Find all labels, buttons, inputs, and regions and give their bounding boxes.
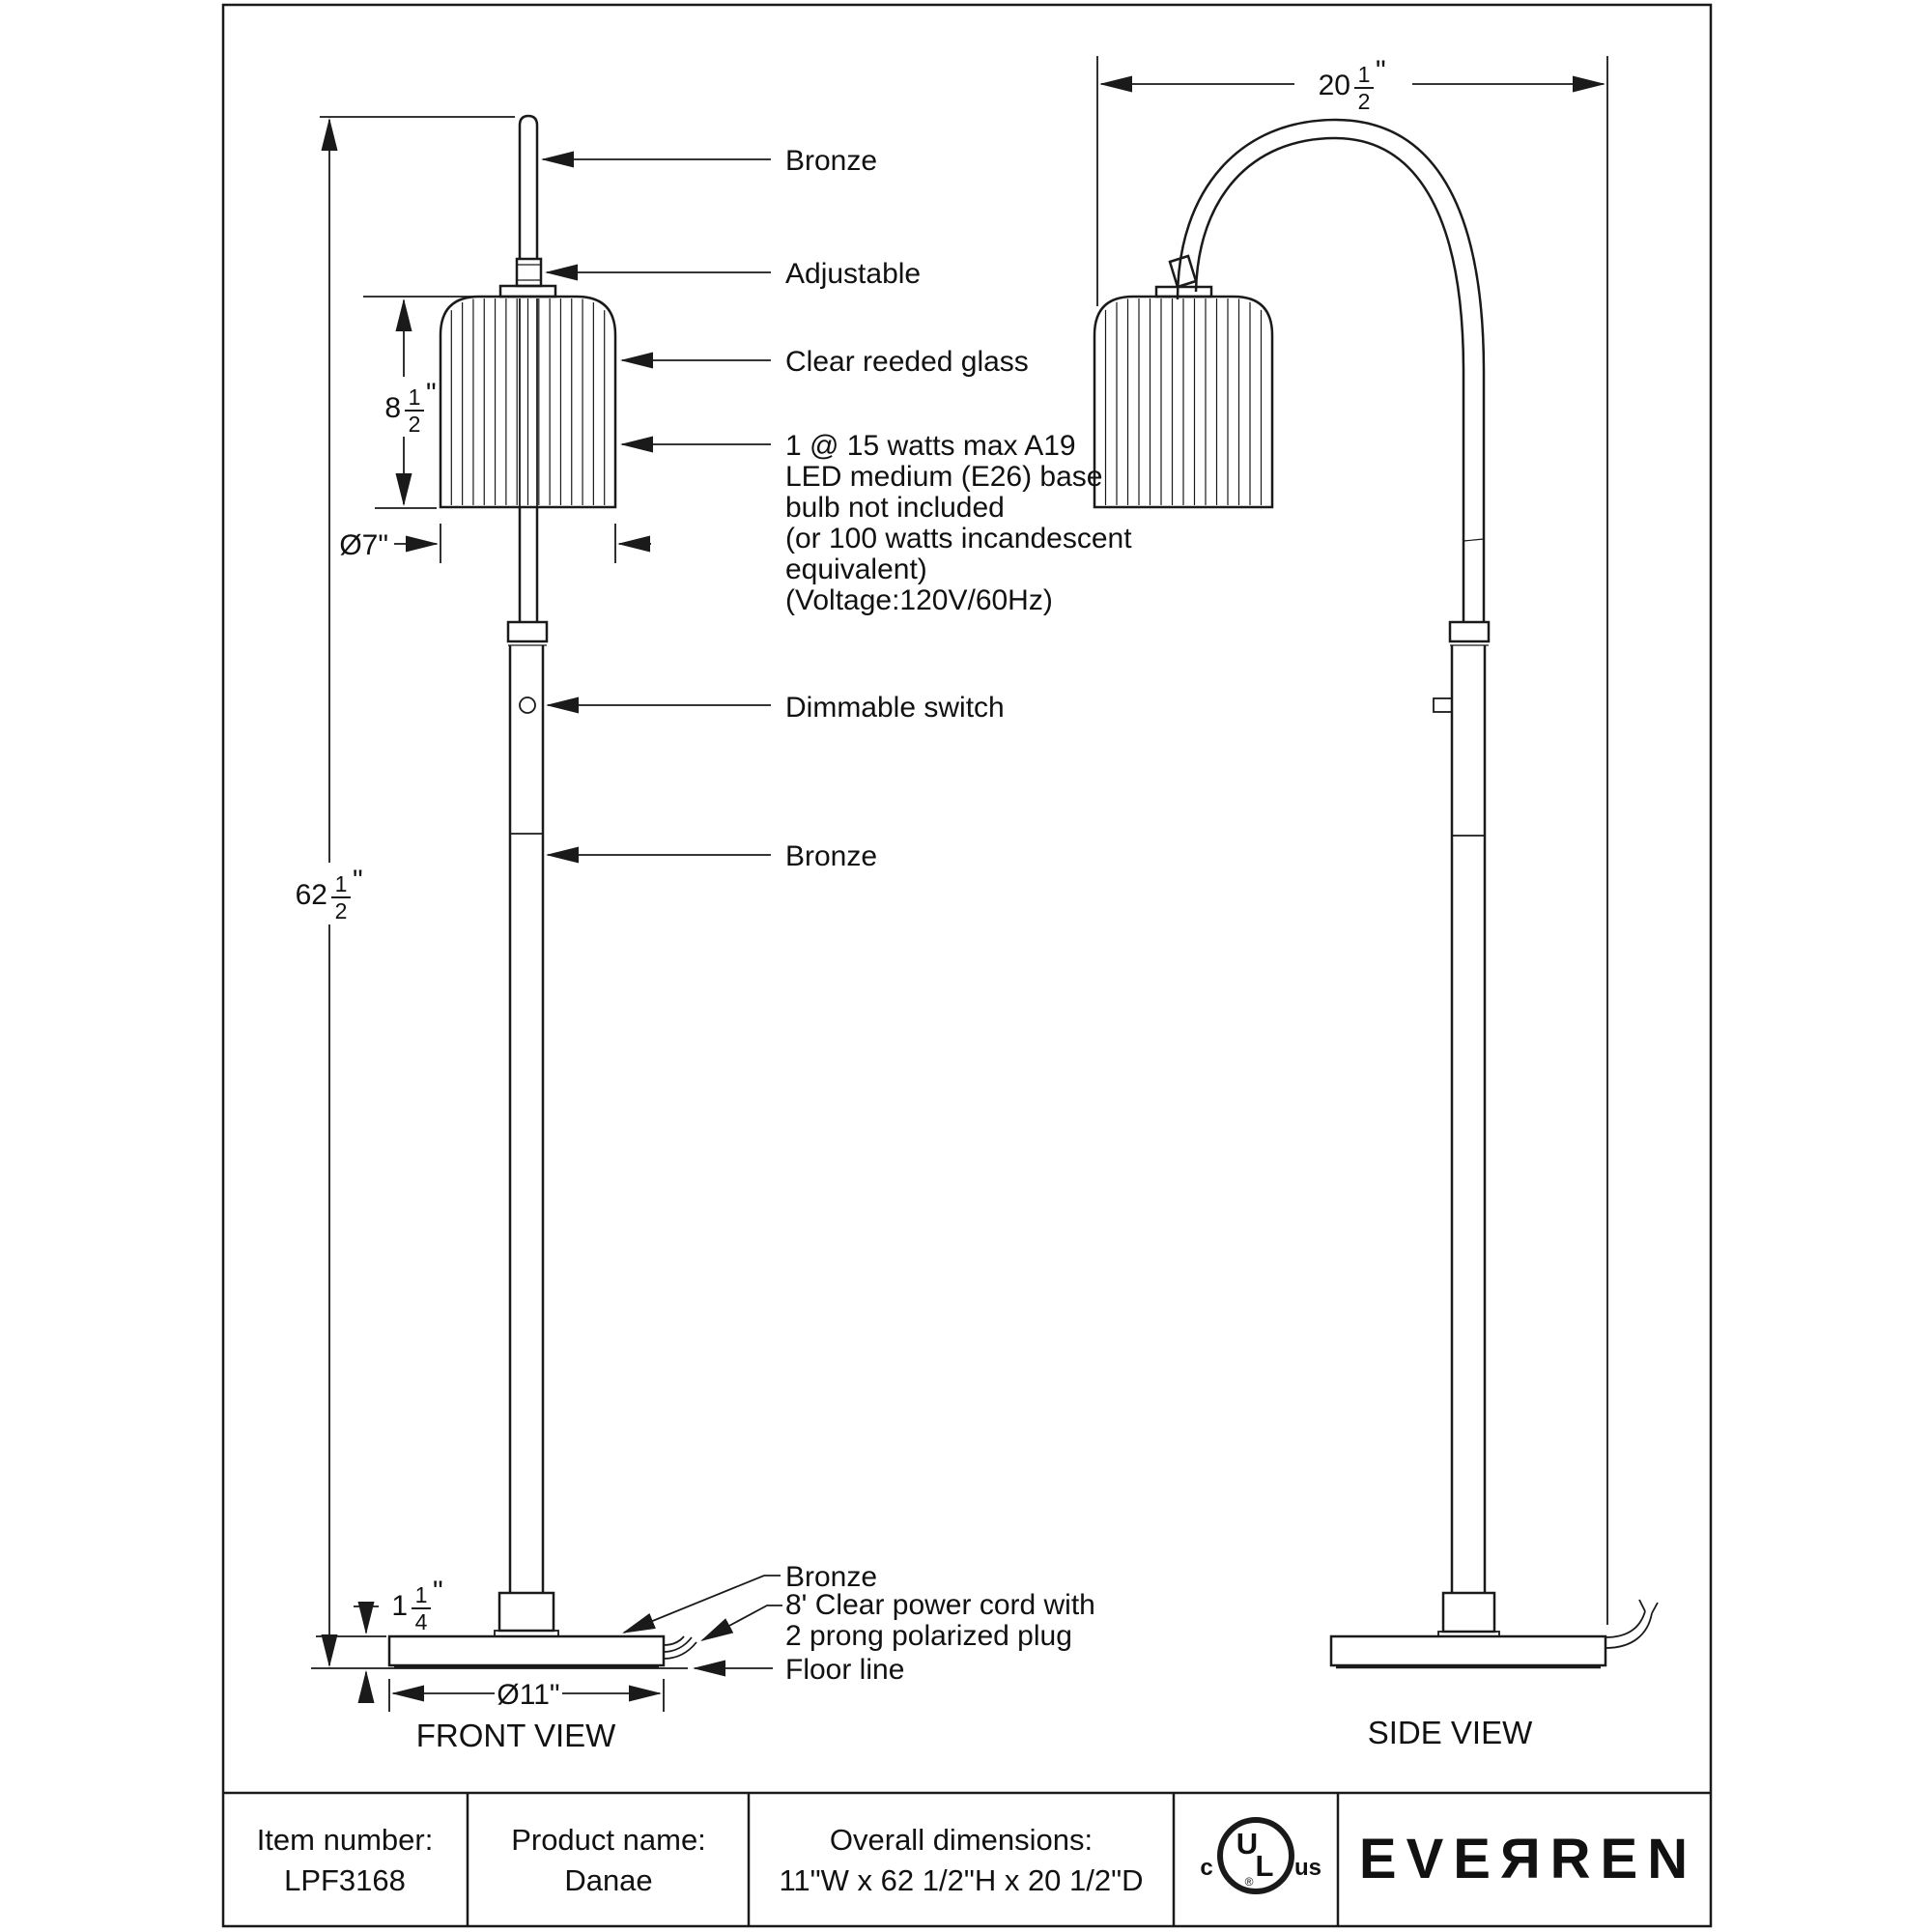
front-dimmer-switch [520, 697, 535, 713]
front-knuckle [517, 259, 541, 286]
front-stem-rod [520, 116, 537, 258]
title-block [223, 1793, 1711, 1926]
side-dimmer-switch [1434, 698, 1452, 712]
svg-text:1 @ 15 watts max A19: 1 @ 15 watts max A19 [785, 430, 1076, 462]
side-base [1331, 1636, 1605, 1665]
front-view-caption: FRONT VIEW [415, 1718, 616, 1753]
dimension-depth [1097, 55, 1607, 1625]
floor-line-label: Floor line [785, 1654, 905, 1686]
overall-dimensions-label: Overall dimensions: [829, 1823, 1094, 1857]
item-number-value: LPF3168 [284, 1863, 406, 1897]
dimension-base-height [316, 1576, 443, 1702]
title-block-cell-product-name [511, 1823, 706, 1897]
side-view-caption: SIDE VIEW [1367, 1715, 1533, 1750]
svg-text:2: 2 [408, 412, 421, 437]
svg-text:8' Clear power cord with: 8' Clear power cord with [785, 1589, 1095, 1621]
svg-text:c: c [1200, 1855, 1213, 1881]
shade-height-value: 8 [384, 392, 401, 424]
dimension-overall-height [296, 117, 515, 1665]
depth-value: 20 [1318, 70, 1350, 101]
side-view [1094, 120, 1658, 1667]
product-name-label: Product name: [511, 1823, 706, 1857]
svg-text:equivalent): equivalent) [785, 554, 927, 585]
front-base [389, 1636, 664, 1665]
svg-text:2: 2 [1357, 89, 1371, 114]
overall-height-value: 62 [295, 879, 327, 911]
side-shade-cap [1156, 287, 1211, 297]
dimension-shade-diameter [339, 524, 651, 563]
ul-listed-icon [1200, 1820, 1321, 1891]
side-base-stub [1443, 1593, 1494, 1632]
bulb-spec-label [785, 430, 1132, 616]
base-height-value: 1 [391, 1590, 408, 1622]
side-knuckle [1170, 256, 1196, 287]
svg-text:": " [1376, 55, 1386, 87]
overall-dimensions-value: 11"W x 62 1/2"H x 20 1/2"D [779, 1863, 1144, 1897]
side-arc-inner [1196, 138, 1463, 622]
svg-text:bulb not included: bulb not included [785, 492, 1005, 524]
front-shade-ribs [451, 298, 604, 505]
side-collar [1450, 622, 1489, 641]
svg-text:(Voltage:120V/60Hz): (Voltage:120V/60Hz) [785, 584, 1053, 616]
front-collar [508, 622, 547, 641]
item-number-label: Item number: [256, 1823, 434, 1857]
front-base-stub [499, 1593, 554, 1631]
base-material-label: Bronze [785, 1561, 878, 1593]
svg-text:1: 1 [414, 1582, 428, 1607]
svg-text:L: L [1255, 1849, 1274, 1883]
svg-text:": " [426, 378, 437, 410]
svg-text:U: U [1236, 1827, 1259, 1861]
shade-material-label: Clear reeded glass [785, 346, 1029, 378]
pole-material-label: Bronze [785, 840, 878, 872]
front-view [311, 116, 696, 1668]
svg-text:1: 1 [334, 871, 348, 896]
svg-text:1: 1 [1357, 62, 1371, 87]
title-block-cell-overall-dimensions [779, 1823, 1143, 1897]
front-power-cord [664, 1636, 696, 1659]
svg-text:4: 4 [414, 1609, 428, 1634]
front-shade-cap [500, 286, 555, 297]
adjustable-label: Adjustable [785, 258, 922, 290]
svg-text:(or 100 watts incandescent: (or 100 watts incandescent [785, 523, 1132, 554]
title-block-cell-item-number [257, 1823, 434, 1897]
svg-text:": " [353, 865, 363, 896]
svg-text:us: us [1293, 1855, 1322, 1881]
svg-text:2 prong polarized plug: 2 prong polarized plug [785, 1620, 1072, 1652]
base-diameter-value: Ø11" [497, 1679, 560, 1711]
svg-text:": " [433, 1576, 443, 1607]
svg-text:1: 1 [408, 384, 421, 410]
callouts [543, 145, 1132, 1686]
svg-text:2: 2 [334, 898, 348, 923]
power-cord-label [785, 1589, 1095, 1652]
dimension-shade-height [363, 297, 497, 508]
shade-diameter-value: Ø7" [339, 529, 388, 561]
svg-text:LED medium (E26) base: LED medium (E26) base [785, 461, 1103, 493]
side-shade-ribs [1106, 298, 1262, 505]
brand-logo: EVEЯREN [1358, 1828, 1698, 1890]
dimension-base-diameter [389, 1679, 664, 1712]
stem-material-label: Bronze [785, 145, 878, 177]
dimmer-switch-label: Dimmable switch [785, 692, 1005, 724]
product-name-value: Danae [564, 1863, 653, 1897]
side-power-cord [1605, 1600, 1658, 1648]
svg-text:®: ® [1244, 1875, 1254, 1889]
